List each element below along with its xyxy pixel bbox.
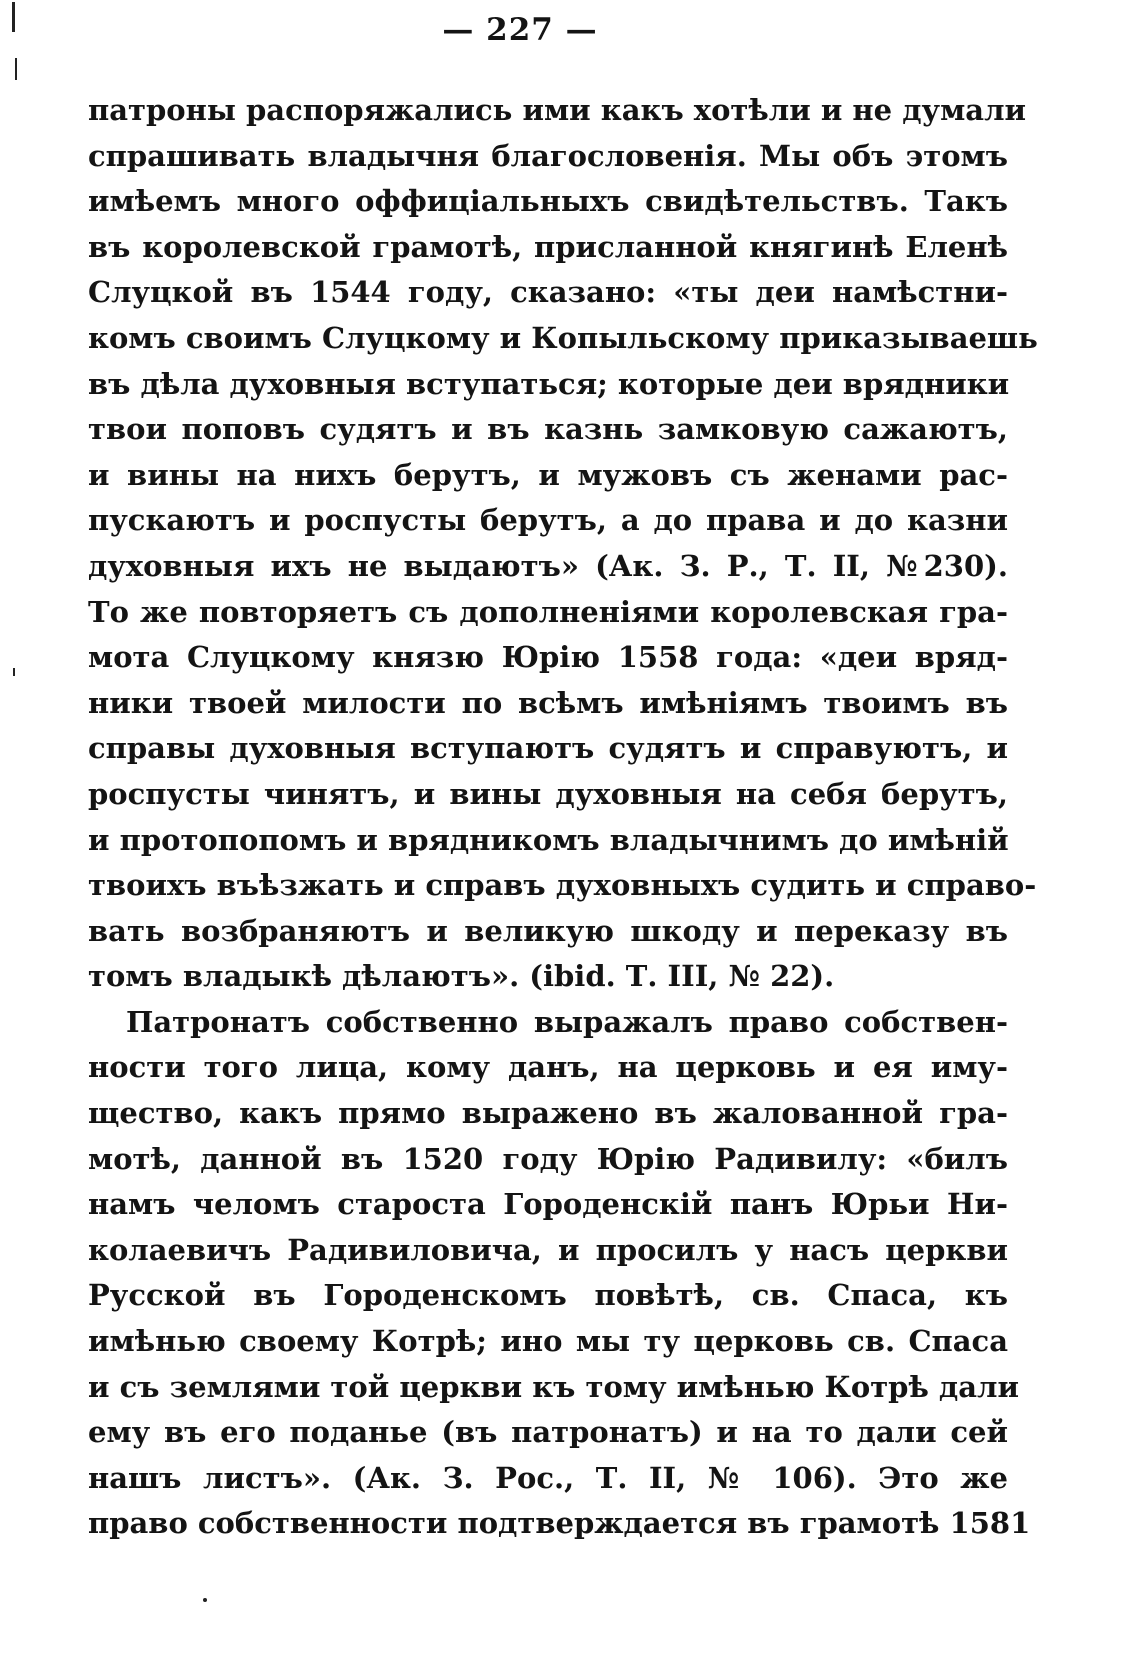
text-line: ники твоей милости по всѣмъ имѣніямъ твоимъ въ bbox=[88, 685, 1008, 720]
text-line: Слуцкой въ 1544 году, сказано: «ты деи намѣстни- bbox=[88, 275, 1008, 310]
text-line: мотѣ, данной въ 1520 году Юрію Радивилу: «билъ bbox=[88, 1141, 1008, 1176]
text-line: комъ своимъ Слуцкому и Копыльскому приказываешь bbox=[88, 320, 1038, 355]
text-line: То же повторяетъ съ дополненіями королевская гра- bbox=[88, 594, 1008, 629]
text-line: роспусты чинятъ, и вины духовныя на себя берутъ, bbox=[88, 776, 1008, 811]
text-line: имѣемъ много оффиціальныхъ свидѣтельствъ. Такъ bbox=[88, 184, 1008, 219]
text-line: пускаютъ и роспусты берутъ, а до права и до казни bbox=[88, 503, 1008, 538]
text-line: и съ землями той церкви къ тому имѣнью Котрѣ дали bbox=[88, 1369, 1020, 1404]
text-line: твои поповъ судятъ и въ казнь замковую сажаютъ, bbox=[88, 412, 1008, 447]
text-line: твоихъ въѣзжать и справъ духовныхъ судить и справо- bbox=[88, 868, 1037, 903]
scan-edge-mark bbox=[13, 668, 15, 676]
text-line: спрашивать владычня благословенія. Мы объ этомъ bbox=[88, 138, 1008, 173]
text-line: ему въ его поданье (въ патронатъ) и на то дали сей bbox=[88, 1415, 1008, 1450]
scan-dot-mark bbox=[203, 1598, 207, 1602]
scan-edge-mark bbox=[15, 58, 17, 80]
text-line: Русской въ Городенскомъ повѣтѣ, св. Спаса, къ bbox=[88, 1278, 1008, 1313]
text-line: нашъ листъ». (Ак. З. Рос., Т. II, № 106). Это же bbox=[88, 1460, 1008, 1495]
text-line: патроны распоряжались ими какъ хотѣли и не думали bbox=[88, 93, 1027, 127]
text-line: мота Слуцкому князю Юрію 1558 года: «деи вряд- bbox=[88, 640, 1008, 675]
text-line: и протопопомъ и врядникомъ владычнимъ до имѣній bbox=[88, 822, 1009, 857]
text-line: духовныя ихъ не выдаютъ» (Ак. З. Р., Т. II, №230). bbox=[88, 548, 1008, 583]
text-line: въ дѣла духовныя вступаться; которые деи врядники bbox=[88, 366, 1010, 401]
text-line: колаевичъ Радивиловича, и просилъ у насъ церкви bbox=[88, 1232, 1008, 1267]
text-line: и вины на нихъ берутъ, и мужовъ съ женами рас- bbox=[88, 457, 1008, 492]
body-text bbox=[88, 88, 1038, 1547]
text-line: справы духовныя вступаютъ судятъ и справуютъ, и bbox=[88, 731, 1008, 766]
text-line: право собственности подтверждается въ грамотѣ 1581 bbox=[88, 1506, 1031, 1541]
text-line: въ королевской грамотѣ, присланной княгинѣ Еленѣ bbox=[88, 229, 1008, 264]
text-line: имѣнью своему Котрѣ; ино мы ту церковь св. Спаса bbox=[88, 1324, 1008, 1359]
text-line: намъ челомъ староста Городенскій панъ Юрьи Ни- bbox=[88, 1187, 1008, 1222]
text-line: щество, какъ прямо выражено въ жалованной гра- bbox=[88, 1096, 1008, 1131]
text-line: ности того лица, кому данъ, на церковь и ея иму- bbox=[88, 1050, 1008, 1085]
paragraph-start-line: Патронатъ собственно выражалъ право собствен- bbox=[126, 1004, 1008, 1039]
page-number: — 227 — bbox=[442, 12, 598, 48]
paragraph-end-line: томъ владыкѣ дѣлаютъ». (ibid. Т. III, № 22). bbox=[88, 959, 835, 994]
text-line: вать возбраняютъ и великую шкоду и переказу въ bbox=[88, 913, 1008, 948]
